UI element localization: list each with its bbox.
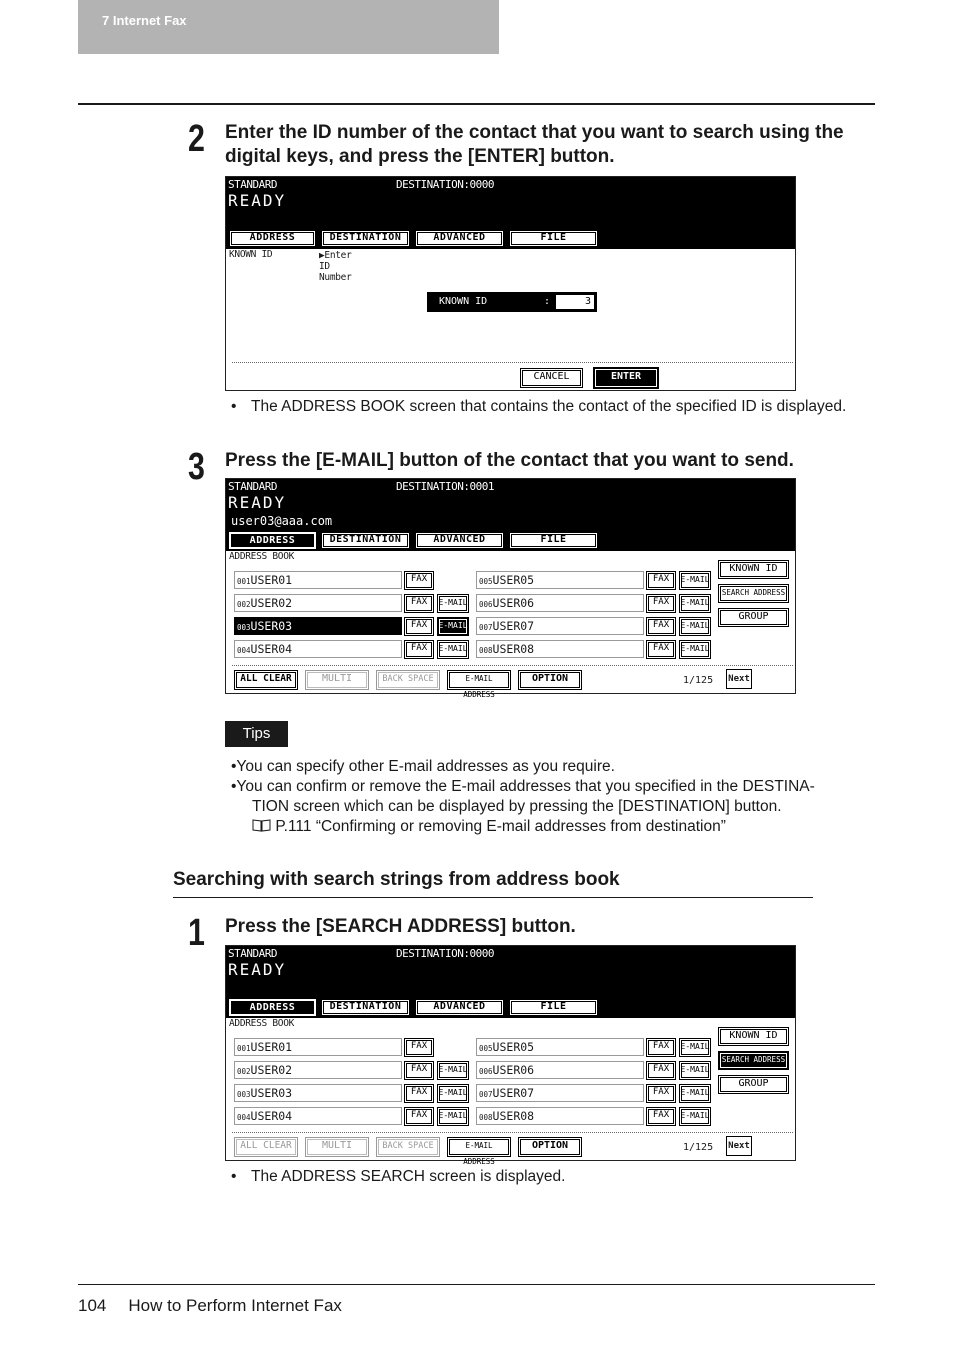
fax-button[interactable]: FAX [404,594,434,613]
cancel-button[interactable]: CANCEL [520,368,583,388]
list-item[interactable]: 001USER01 [234,571,402,589]
known-id-label: KNOWN ID ▶Enter ID Number [229,249,352,283]
copier-screen-address-book [225,945,796,1166]
fax-button[interactable]: FAX [404,1061,434,1080]
email-address-button[interactable]: E-MAIL ADDRESS [447,670,511,690]
next-button[interactable]: Next [726,669,752,689]
step-number: 1 [188,912,204,954]
enter-button[interactable]: ENTER [593,367,659,389]
all-clear-button[interactable]: ALL CLEAR [234,670,298,690]
fax-button[interactable]: FAX [646,1038,676,1057]
ready-status: READY [228,191,287,210]
page-indicator: 1/125 [683,1142,714,1153]
step1-note: • The ADDRESS SEARCH screen is displayed. [231,1168,566,1185]
known-id-field[interactable]: KNOWN ID : 3 [427,292,597,312]
list-item[interactable]: 006USER06 [476,1061,644,1079]
list-item-selected[interactable]: 003USER03 [234,617,402,635]
list-item[interactable]: 002USER02 [234,594,402,612]
next-button[interactable]: Next [726,1136,752,1156]
email-button[interactable]: E-MAIL [679,571,711,590]
option-button[interactable]: OPTION [518,1137,582,1157]
selected-email: user03@aaa.com [231,514,333,528]
email-address-button[interactable]: E-MAIL ADDRESS [447,1137,511,1157]
list-item[interactable]: 008USER08 [476,1107,644,1125]
tab-address[interactable]: ADDRESS [229,999,316,1016]
list-item[interactable]: 006USER06 [476,594,644,612]
destination-counter: DESTINATION:0001 [396,480,494,493]
tips-badge: Tips [225,721,288,747]
fax-button[interactable]: FAX [646,1107,676,1126]
fax-button[interactable]: FAX [646,1084,676,1103]
search-address-button[interactable]: SEARCH ADDRESS [718,584,789,603]
step-instruction: Press the [SEARCH ADDRESS] button. [225,916,576,937]
list-item[interactable]: 001USER01 [234,1038,402,1056]
known-id-button[interactable]: KNOWN ID [718,1027,789,1046]
step2-note: • The ADDRESS BOOK screen that contains the contact of the specified ID is displayed. [231,398,847,415]
mode-label: STANDARD [228,480,277,493]
tab-advanced[interactable]: ADVANCED [415,999,504,1016]
divider [232,362,793,363]
fax-button[interactable]: FAX [646,617,676,636]
fax-button[interactable]: FAX [404,1038,434,1057]
fax-button[interactable]: FAX [646,1061,676,1080]
mode-label: STANDARD [228,947,277,960]
section-rule [173,897,813,898]
all-clear-button[interactable]: ALL CLEAR [234,1137,298,1157]
email-button[interactable]: E-MAIL [679,617,711,636]
email-button[interactable]: E-MAIL [437,594,469,613]
destination-counter: DESTINATION:0000 [396,178,494,191]
copier-screen-address-book [225,478,796,699]
copier-screen-known-id [225,176,796,391]
fax-button[interactable]: FAX [404,640,434,659]
fax-button[interactable]: FAX [404,1107,434,1126]
tab-address[interactable]: ADDRESS [229,230,316,247]
enter-id-hint: ▶Enter ID Number [319,250,352,283]
option-button[interactable]: OPTION [518,670,582,690]
email-button[interactable]: E-MAIL [437,640,469,659]
tab-destination[interactable]: DESTINATION [321,532,410,549]
destination-counter: DESTINATION:0000 [396,947,494,960]
tab-file[interactable]: FILE [509,230,598,247]
mode-label: STANDARD [228,178,277,191]
page-number: 104 [78,1296,107,1315]
list-item[interactable]: 002USER02 [234,1061,402,1079]
step-number: 2 [188,118,204,160]
list-item[interactable]: 007USER07 [476,617,644,635]
email-button[interactable]: E-MAIL [679,640,711,659]
email-button[interactable]: E-MAIL [679,1038,711,1057]
tab-destination[interactable]: DESTINATION [321,999,410,1016]
screen-tabs [229,230,598,247]
chapter-tab [78,0,499,54]
address-book-label: ADDRESS BOOK [229,1018,295,1029]
list-item[interactable]: 004USER04 [234,640,402,658]
email-button[interactable]: E-MAIL [679,1061,711,1080]
tip-line: TION screen which can be displayed by pressing the [DESTINATION] button. [252,798,782,815]
list-item[interactable]: 005USER05 [476,1038,644,1056]
divider [232,1132,793,1133]
search-address-button-selected[interactable]: SEARCH ADDRESS [718,1051,789,1070]
step-number: 3 [188,446,204,488]
known-id-value: 3 [556,295,594,309]
ready-status: READY [228,960,287,979]
tab-advanced[interactable]: ADVANCED [415,230,504,247]
back-space-button[interactable]: BACK SPACE [376,1137,440,1157]
tab-file[interactable]: FILE [509,999,598,1016]
group-button[interactable]: GROUP [718,1075,789,1094]
list-item[interactable]: 007USER07 [476,1084,644,1102]
list-item[interactable]: 003USER03 [234,1084,402,1102]
top-rule [78,103,875,105]
email-button[interactable]: E-MAIL [437,1061,469,1080]
book-icon [252,818,271,832]
page-footer [78,1296,342,1316]
fax-button[interactable]: FAX [404,617,434,636]
fax-button[interactable]: FAX [404,1084,434,1103]
ready-status: READY [228,493,287,512]
tab-address[interactable]: ADDRESS [229,532,316,549]
chapter-label: 7 Internet Fax [102,13,187,28]
fax-button[interactable]: FAX [646,594,676,613]
group-button[interactable]: GROUP [718,608,789,627]
list-item[interactable]: 008USER08 [476,640,644,658]
tab-advanced[interactable]: ADVANCED [415,532,504,549]
section-heading: Searching with search strings from address book [173,869,620,890]
fax-button[interactable]: FAX [646,571,676,590]
step-instruction: Press the [E-MAIL] button of the contact that you want to send. [225,450,794,471]
known-id-button[interactable]: KNOWN ID [718,560,789,579]
email-button[interactable]: E-MAIL [437,1084,469,1103]
back-space-button[interactable]: BACK SPACE [376,670,440,690]
bottom-rule [78,1284,875,1285]
screen-tabs [229,999,598,1016]
tip-line: •You can specify other E-mail addresses as you require. [231,758,615,775]
footer-title: How to Perform Internet Fax [128,1296,342,1315]
fax-button[interactable]: FAX [646,640,676,659]
fax-button[interactable]: FAX [404,571,434,590]
list-item[interactable]: 005USER05 [476,571,644,589]
tab-file[interactable]: FILE [509,532,598,549]
email-button[interactable]: E-MAIL [679,1084,711,1103]
email-button[interactable]: E-MAIL [679,594,711,613]
step-instruction: Enter the ID number of the contact that you want to search using the digital keys, and press the [ENTER] button. [225,122,844,167]
multi-button[interactable]: MULTI [305,670,369,690]
email-button-selected[interactable]: E-MAIL [437,617,469,636]
page-indicator: 1/125 [683,675,714,686]
list-item[interactable]: 004USER04 [234,1107,402,1125]
email-button[interactable]: E-MAIL [679,1107,711,1126]
email-button[interactable]: E-MAIL [437,1107,469,1126]
screen-tabs [229,532,598,549]
tip-line: •You can confirm or remove the E-mail addresses that you specified in the DESTINA- [231,778,815,795]
multi-button[interactable]: MULTI [305,1137,369,1157]
tab-destination[interactable]: DESTINATION [321,230,410,247]
tip-reference: P.111 “Confirming or removing E-mail addresses from destination” [252,817,726,837]
divider [232,665,793,666]
address-book-label: ADDRESS BOOK [229,551,295,562]
